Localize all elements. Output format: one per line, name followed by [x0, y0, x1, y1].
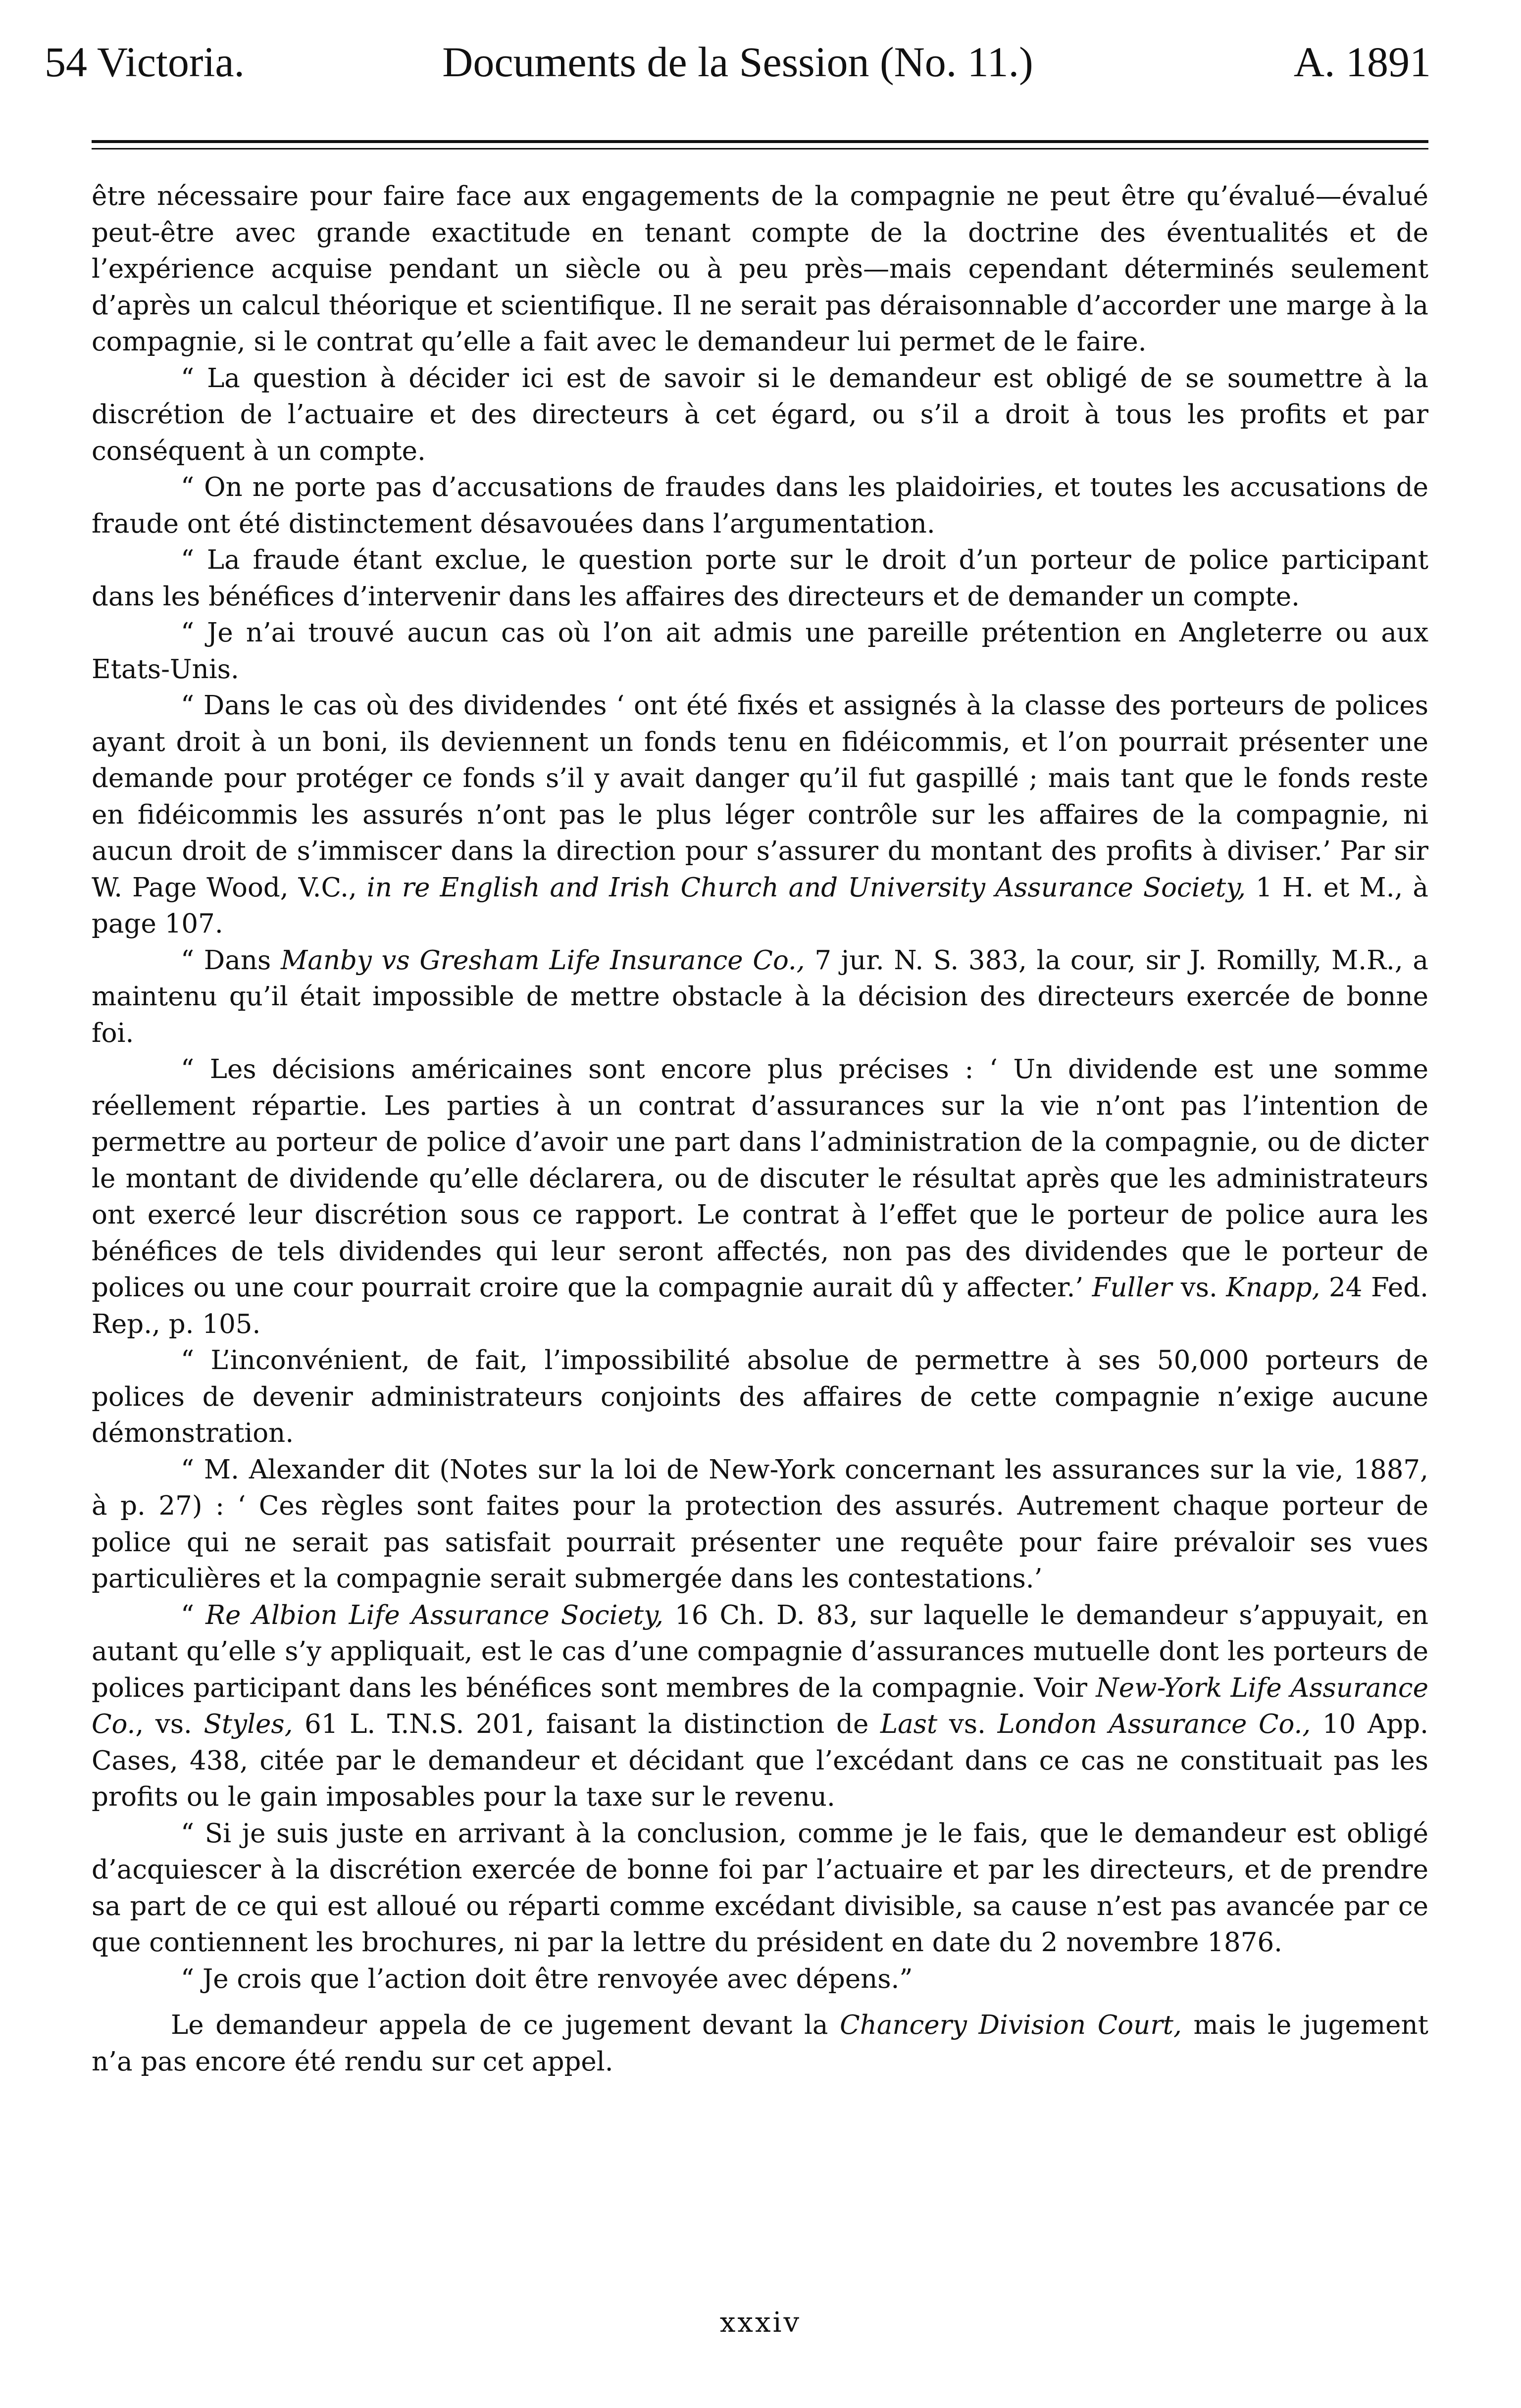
versus: vs.	[1180, 1273, 1217, 1303]
versus: , vs.	[135, 1709, 192, 1739]
paragraph-14-text: mais le jugement n’a pas encore été rendu sur cet appel.	[92, 2010, 1428, 2077]
case-party: Fuller	[1092, 1273, 1172, 1303]
paragraph-8-text: “ Les décisions américaines sont encore plus précises : ‘ Un dividende est une somme réellement répartie. Les parties à un contrat d’assurances sur la vie n’ont pas l’intention de permettre au porteur de police d’avoir une part dans l’administration de la compagnie, ou de dicter le montant de dividende qu’elle déclarera, ou de discuter le résultat après que les administrateurs ont exercé leur discrétion sous ce rapport. Le contrat à l’effet que le porteur de police aura les bénéfices de tels dividendes qui leur seront affectés, non pas des dividendes que le porteur de polices ou une cour pourrait croire que la compagnie aurait dû y affecter.’	[92, 1054, 1428, 1303]
paragraph-6-text: “ Dans le cas où des dividendes ‘ ont été fixés et assignés à la classe des porteurs de polices ayant droit à un boni, ils deviennent un fonds tenu en fidéicommis, et l’on pourrait présenter une demande pour protéger ce fonds s’il y avait danger qu’il fut gaspillé ; mais tant que le fonds reste en fidéicommis les assurés n’ont pas le plus léger contrôle sur les affaires de la compagnie, ni aucun droit de s’immiscer dans la direction pour s’assurer du montant des profits à diviser.’ Par sir W. Page Wood, V.C.,	[92, 690, 1428, 903]
paragraph-1: être nécessaire pour faire face aux engagements de la compagnie ne peut être qu’évalué—évalué peut-être avec grande exactitude en tenant compte de la doctrine des éventualités et de l’expérience acquise pendant un siècle ou à peu près—mais cependant déterminés seulement d’après un calcul théorique et scientifique. Il ne serait pas déraisonnable d’accorder une marge à la compagnie, si le contrat qu’elle a fait avec le demandeur lui permet de le faire.	[92, 181, 1428, 357]
case-party: London Assurance Co.,	[997, 1709, 1311, 1739]
versus: vs.	[949, 1709, 986, 1739]
paragraph-6	[92, 688, 1428, 942]
paragraph-11-text: 61 L. T.N.S. 201, faisant la distinction de	[304, 1709, 869, 1739]
paragraph-3: “ On ne porte pas d’accusations de fraudes dans les plaidoiries, et toutes les accusations de fraude ont été distinctement désavouées dans l’argumentation.	[92, 472, 1428, 539]
paragraph-11-text: 16 Ch. D. 83, sur laquelle le demandeur s’appuyait, en autant qu’elle s’y appliquait, est le cas d’une compagnie d’assurances mutuelle dont les porteurs de polices participant dans les bénéfices sont membres de la compagnie. Voir	[92, 1600, 1428, 1703]
case-party: New-York Life Assurance Co.	[92, 1672, 1428, 1739]
paragraph-10: “ M. Alexander dit (Notes sur la loi de New-York concernant les assurances sur la vie, 1887, à p. 27) : ‘ Ces règles sont faites pour la protection des assurés. Autrement chaque porteur de police qui ne serait pas satisfait pourrait présenter une requête pour faire prévaloir ses vues particulières et la compagnie serait submergée dans les contestations.’	[92, 1454, 1428, 1594]
header-session-year: 54 Victoria.	[45, 38, 245, 86]
page-number: xxxiv	[719, 2307, 802, 2339]
case-party: Knapp,	[1226, 1273, 1320, 1303]
paragraph-6-reference: 1 H. et M., à page 107.	[92, 872, 1428, 939]
header-rule-thick	[92, 140, 1428, 143]
case-party: Styles,	[203, 1709, 293, 1739]
paragraph-7	[92, 942, 1428, 1052]
case-party: Last	[880, 1709, 938, 1739]
paragraph-8	[92, 1051, 1428, 1342]
page-header	[45, 30, 1431, 94]
paragraph-14	[92, 2007, 1428, 2080]
paragraph-4: “ La fraude étant exclue, le question porte sur le droit d’un porteur de police participant dans les bénéfices d’intervenir dans les affaires des directeurs et de demander un compte.	[92, 545, 1428, 612]
paragraph-9: “ L’inconvénient, de fait, l’impossibilité absolue de permettre à ses 50,000 porteurs de polices de devenir administrateurs conjoints des affaires de cette compagnie n’exige aucune démonstration.	[92, 1345, 1428, 1448]
header-title: Documents de la Session (No. 11.)	[442, 38, 1033, 86]
case-citation: Re Albion Life Assurance Society,	[205, 1600, 663, 1630]
paragraph-8-reference: 24 Fed. Rep., p. 105.	[92, 1273, 1428, 1339]
paragraph-13: “ Je crois que l’action doit être renvoyée avec dépens.”	[181, 1964, 913, 1994]
paragraph-14-text: Le demandeur appela de ce jugement devant la	[171, 2010, 828, 2040]
court-name: Chancery Division Court,	[840, 2010, 1182, 2040]
paragraph-2: “ La question à décider ici est de savoir si le demandeur est obligé de se soumettre à la discrétion de l’actuaire et des directeurs à cet égard, ou s’il a droit à tous les profits et par conséquent à un compte.	[92, 363, 1428, 466]
paragraph-7-intro: “ Dans	[181, 945, 271, 976]
paragraph-12: “ Si je suis juste en arrivant à la conclusion, comme je le fais, que le demandeur est obligé d’acquiescer à la discrétion exercée de bonne foi par l’actuaire et par les directeurs, et de prendre sa part de ce qui est alloué ou réparti comme excédant divisible, sa cause n’est pas avancée par ce que contiennent les brochures, ni par la lettre du président en date du 2 novembre 1876.	[92, 1818, 1428, 1958]
header-year: A. 1891	[1293, 38, 1431, 86]
case-citation: in re English and Irish Church and University Assurance Society,	[366, 872, 1246, 903]
case-citation: Manby vs Gresham Life Insurance Co.,	[280, 945, 805, 976]
document-body	[92, 178, 1428, 2080]
paragraph-5: “ Je n’ai trouvé aucun cas où l’on ait admis une pareille prétention en Angleterre ou aux Etats-Unis.	[92, 618, 1428, 685]
paragraph-11-text: 10 App. Cases, 438, citée par le demandeur et décidant que l’excédant dans ce cas ne constituait pas les profits ou le gain imposables pour la taxe sur le revenu.	[92, 1709, 1428, 1812]
paragraph-11	[92, 1597, 1428, 1816]
paragraph-7-text: 7 jur. N. S. 383, la cour, sir J. Romilly, M.R., a maintenu qu’il était impossible de mettre obstacle à la décision des directeurs exercée de bonne foi.	[92, 945, 1428, 1048]
header-rule-thin	[92, 148, 1428, 149]
open-quote: “	[181, 1600, 195, 1630]
